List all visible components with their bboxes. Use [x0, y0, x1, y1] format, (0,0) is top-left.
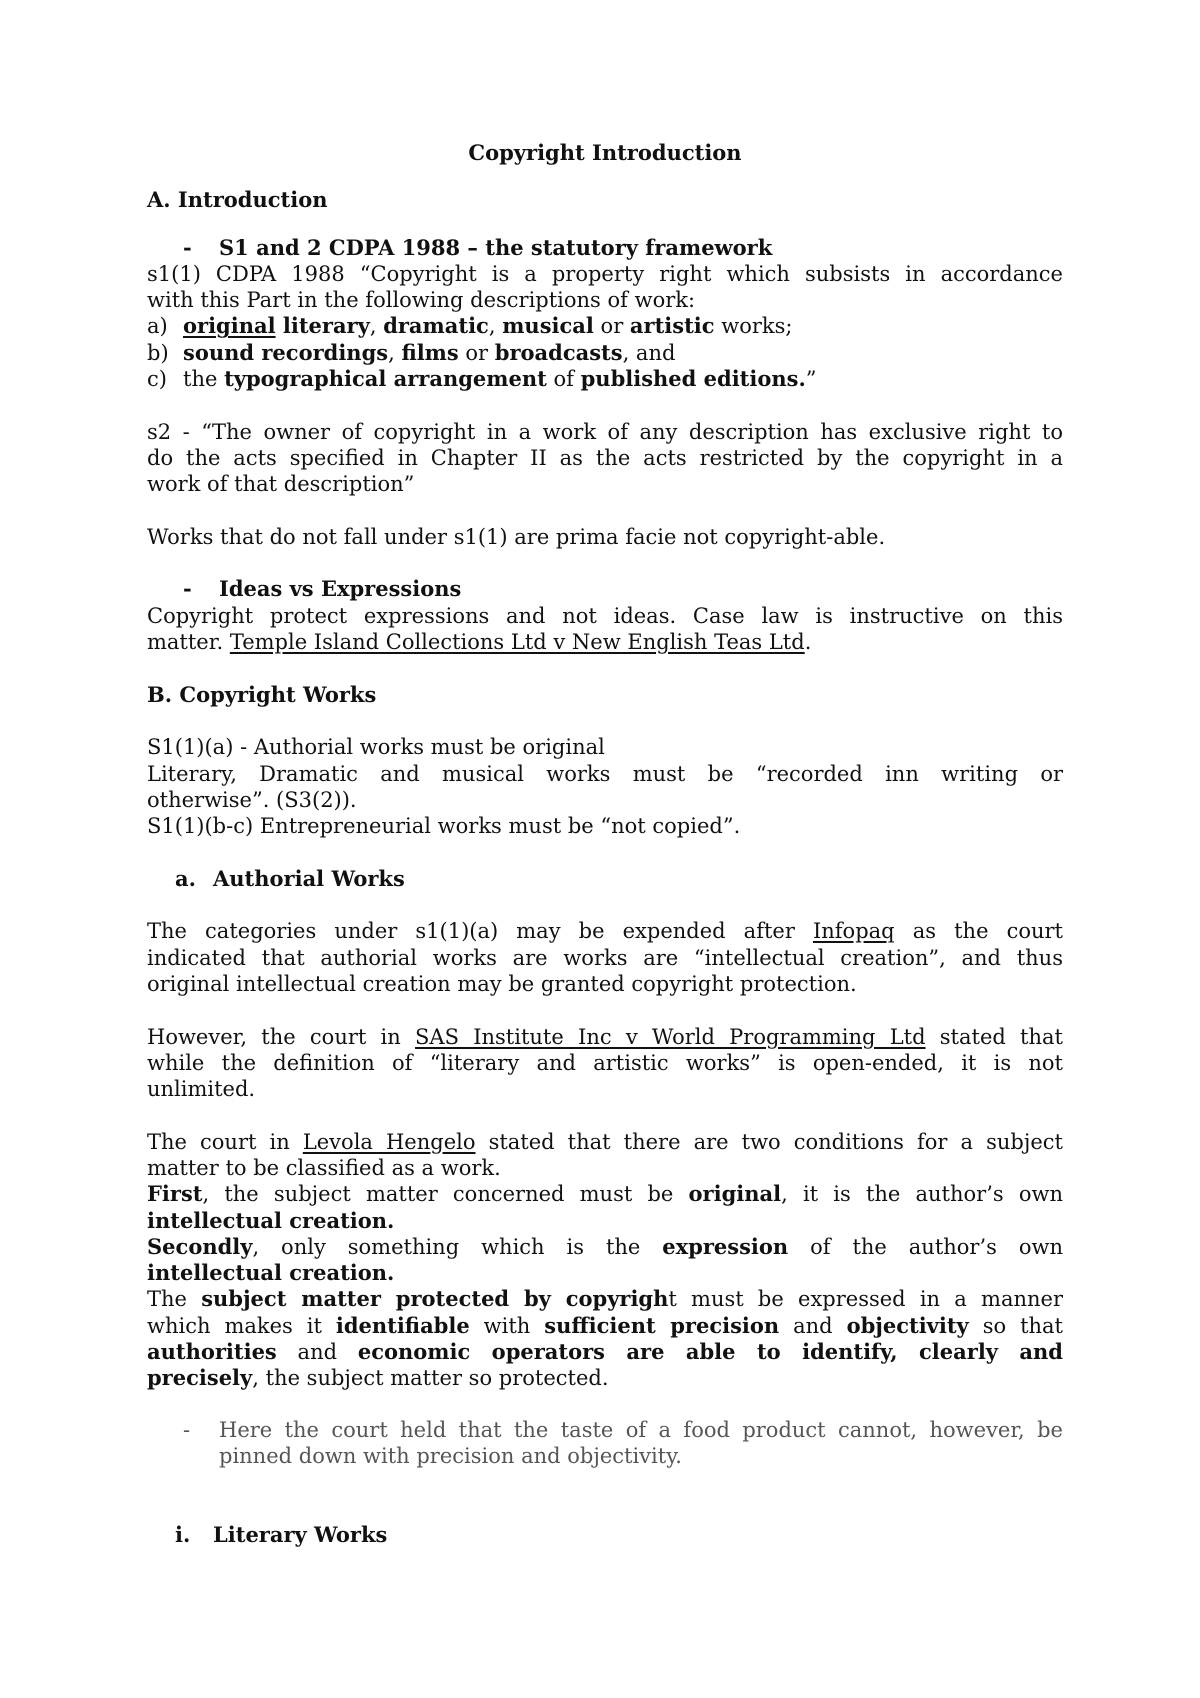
levola-protected-line-3 — [147, 1339, 1063, 1365]
section-b-label: Copyright Works — [179, 681, 377, 707]
levola-text: The — [147, 1287, 202, 1312]
list-text: , and — [622, 340, 676, 365]
levola-text: , only something which is the — [252, 1234, 663, 1259]
s1-quote-line-1: s1(1) CDPA 1988 “Copyright is a property right which subsists in accordance — [147, 261, 1063, 286]
list-marker-c: c) — [147, 367, 167, 392]
levola-text: , it is the author’s own — [781, 1182, 1063, 1207]
sufficient-precision-term: sufficient precision — [544, 1312, 780, 1338]
taste-note-line-1: Here the court held that the taste of a food product cannot, however, be — [219, 1417, 1063, 1442]
levola-text: which makes it — [147, 1313, 336, 1338]
works-line-4: S1(1)(b-c) Entrepreneurial works must be “not copied”. — [147, 814, 741, 839]
list-text: , — [388, 340, 402, 365]
expression-term: expression — [662, 1233, 789, 1259]
subsection-a-heading — [147, 866, 1063, 892]
section-b-marker: B. — [147, 681, 173, 707]
subsection-a-label: Authorial Works — [213, 865, 405, 891]
levola-text: t must be expressed in a manner — [668, 1287, 1063, 1312]
levola-text: and — [276, 1340, 358, 1365]
objectivity-term: objectivity — [846, 1312, 969, 1338]
sound-recordings-term: sound recordings — [183, 339, 389, 365]
section-a-label: Introduction — [177, 187, 328, 213]
list-item-b — [147, 340, 1063, 366]
infopaq-line-1 — [147, 918, 1063, 944]
levola-text: of the author’s own — [788, 1234, 1063, 1259]
levola-text: with — [469, 1313, 545, 1338]
bullet-taste-note — [147, 1417, 1063, 1470]
economic-operators-term: economic operators are able to identify, clearly and — [357, 1339, 1063, 1365]
case-temple-island: Temple Island Collections Ltd v New English Teas Ltd — [229, 630, 805, 655]
bullet-ideas-vs-expressions — [147, 576, 1063, 602]
subsection-i-label: Literary Works — [213, 1521, 388, 1547]
s2-quote-line-1: s2 - “The owner of copyright in a work of any description has exclusive right to — [147, 419, 1063, 444]
artistic-term: artistic — [629, 313, 715, 339]
levola-protected-line-1 — [147, 1286, 1063, 1312]
precisely-term: precisely — [147, 1365, 253, 1391]
ideas-text: matter. — [147, 630, 230, 655]
levola-text: so that — [968, 1313, 1063, 1338]
typographical-term: typographical arrangement — [224, 366, 547, 392]
list-text: , — [488, 314, 503, 339]
case-infopaq: Infopaq — [812, 919, 895, 944]
bullet-label: Ideas vs Expressions — [219, 576, 462, 602]
works-line-3: otherwise”. (S3(2)). — [147, 787, 357, 812]
levola-protected-line-2 — [147, 1313, 1063, 1339]
ideas-text: . — [804, 630, 812, 655]
section-b-heading — [147, 682, 1063, 708]
subsection-a-marker: a. — [175, 865, 196, 891]
works-line-1: S1(1)(a) - Authorial works must be original — [147, 735, 605, 760]
levola-line-1 — [147, 1129, 1063, 1155]
list-text: , — [369, 314, 384, 339]
bullet-statutory-framework — [147, 235, 1063, 261]
taste-note-line-2: pinned down with precision and objectivity. — [219, 1443, 682, 1468]
original-term: original — [688, 1181, 782, 1207]
ideas-line-2 — [147, 629, 1063, 655]
films-term: films — [401, 339, 459, 365]
secondly-term: Secondly — [147, 1233, 253, 1259]
subsection-i-marker: i. — [175, 1521, 191, 1547]
musical-term: musical — [502, 313, 594, 339]
document-title: Copyright Introduction — [468, 140, 742, 165]
infopaq-line-3: original intellectual creation may be granted copyright protection. — [147, 971, 857, 996]
ideas-line-1: Copyright protect expressions and not ideas. Case law is instructive on this — [147, 603, 1063, 628]
levola-text: and — [779, 1313, 847, 1338]
sas-line-1 — [147, 1024, 1063, 1050]
levola-text: The court in — [147, 1129, 303, 1154]
document-page — [147, 140, 1063, 1548]
list-text: or — [458, 340, 495, 365]
infopaq-line-2: indicated that authorial works are works are “intellectual creation”, and thus — [147, 945, 1063, 970]
levola-protected-line-4 — [147, 1365, 1063, 1391]
s2-quote-line-3: work of that description” — [147, 472, 415, 497]
infopaq-text: as the court — [894, 919, 1063, 944]
levola-text: stated that there are two conditions for a subject — [475, 1129, 1063, 1154]
levola-first-line — [147, 1181, 1063, 1207]
works-line-2: Literary, Dramatic and musical works must be “recorded inn writing or — [147, 761, 1063, 786]
list-marker-b: b) — [147, 340, 169, 365]
identifiable-term: identifiable — [335, 1312, 470, 1338]
bullet-dash: - — [183, 576, 192, 602]
bullet-dash: - — [183, 234, 192, 260]
case-sas-institute: SAS Institute Inc v World Programming Ltd — [415, 1024, 926, 1049]
section-a-heading — [147, 187, 1063, 213]
broadcasts-term: broadcasts — [494, 339, 623, 365]
section-a-marker: A. — [147, 187, 171, 213]
list-item-c — [147, 366, 1063, 392]
list-text: of — [546, 367, 581, 392]
levola-second-line-2: intellectual creation. — [147, 1260, 395, 1286]
levola-text: , the subject matter so protected. — [252, 1366, 609, 1391]
list-item-a — [147, 313, 1063, 339]
works-note: Works that do not fall under s1(1) are prima facie not copyright-able. — [147, 524, 886, 549]
literary-term: literary — [275, 313, 370, 339]
first-term: First — [147, 1181, 203, 1207]
list-text: the — [183, 367, 225, 392]
s2-quote-line-2: do the acts specified in Chapter II as the acts restricted by the copyright in a — [147, 445, 1063, 470]
list-text: works; — [714, 314, 793, 339]
levola-text: , the subject matter concerned must be — [202, 1182, 689, 1207]
bullet-dash: - — [183, 1417, 191, 1442]
levola-line-2: matter to be classified as a work. — [147, 1155, 501, 1180]
list-text: ” — [805, 367, 817, 392]
list-text: or — [593, 314, 630, 339]
levola-second-line — [147, 1234, 1063, 1260]
dramatic-term: dramatic — [383, 313, 489, 339]
list-marker-a: a) — [147, 314, 168, 339]
subject-matter-term: subject matter protected by copyrigh — [201, 1286, 669, 1312]
sas-line-3: unlimited. — [147, 1077, 256, 1102]
subsection-i-heading — [147, 1522, 1063, 1548]
levola-first-line-2: intellectual creation. — [147, 1207, 395, 1233]
sas-line-2: while the definition of “literary and artistic works” is open-ended, it is not — [147, 1050, 1063, 1075]
case-levola-hengelo: Levola Hengelo — [302, 1129, 476, 1154]
published-editions-term: published editions. — [580, 366, 806, 392]
original-term: original — [183, 313, 276, 339]
s1-quote-line-2: with this Part in the following descriptions of work: — [147, 288, 696, 313]
sas-text: However, the court in — [147, 1024, 416, 1049]
sas-text: stated that — [925, 1024, 1063, 1049]
infopaq-text: The categories under s1(1)(a) may be expended after — [147, 919, 813, 944]
bullet-label: S1 and 2 CDPA 1988 – the statutory framework — [219, 234, 773, 260]
authorities-term: authorities — [147, 1339, 277, 1365]
